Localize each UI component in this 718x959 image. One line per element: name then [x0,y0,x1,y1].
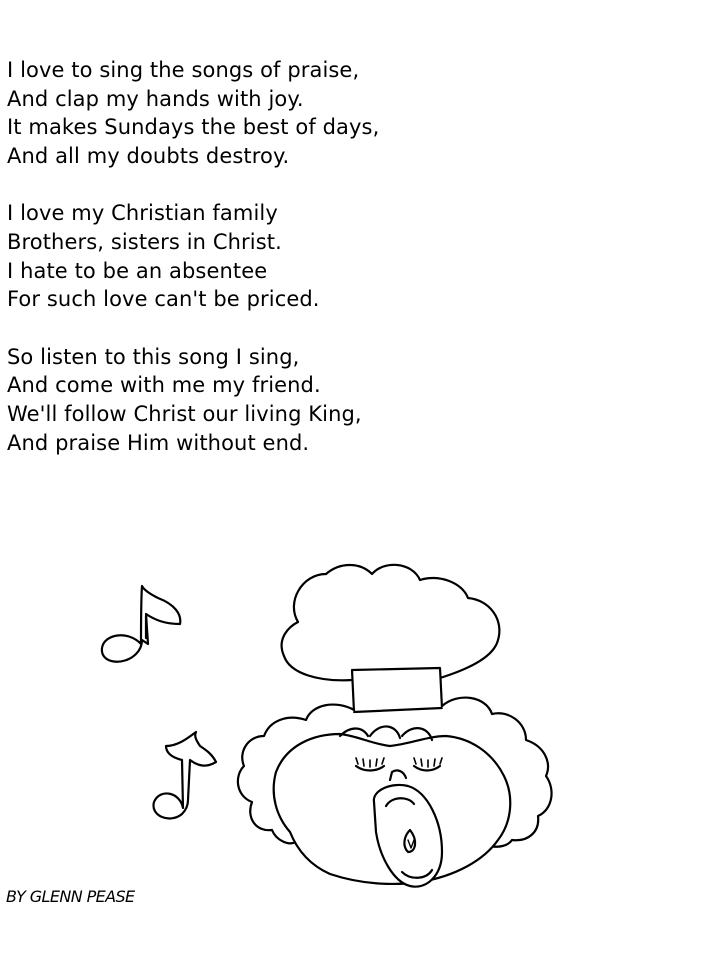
stanza-3 [7,343,567,457]
poem [7,56,567,486]
face [274,726,511,886]
poem-line: I hate to be an absentee [7,258,268,283]
poem-line: And praise Him without end. [7,430,310,455]
poem-line: And come with me my friend. [7,373,321,398]
poem-line: We'll follow Christ our living King, [7,401,362,426]
music-note-icon [102,586,180,662]
poem-line: And all my doubts destroy. [7,143,290,168]
stanza-1 [7,56,567,170]
stanza-2 [7,199,567,313]
author-byline: BY GLENN PEASE [6,887,135,906]
poem-line: I love my Christian family [7,201,278,226]
music-note-icon [153,732,216,818]
poem-line: So listen to this song I sing, [7,344,300,369]
poem-line: Brothers, sisters in Christ. [7,229,282,254]
poem-line: It makes Sundays the best of days, [7,115,380,140]
singing-child-illustration [0,540,718,920]
poem-line: And clap my hands with joy. [7,86,304,111]
chef-hat [282,565,500,712]
poem-line: For such love can't be priced. [7,287,320,312]
poem-line: I love to sing the songs of praise, [7,58,360,82]
